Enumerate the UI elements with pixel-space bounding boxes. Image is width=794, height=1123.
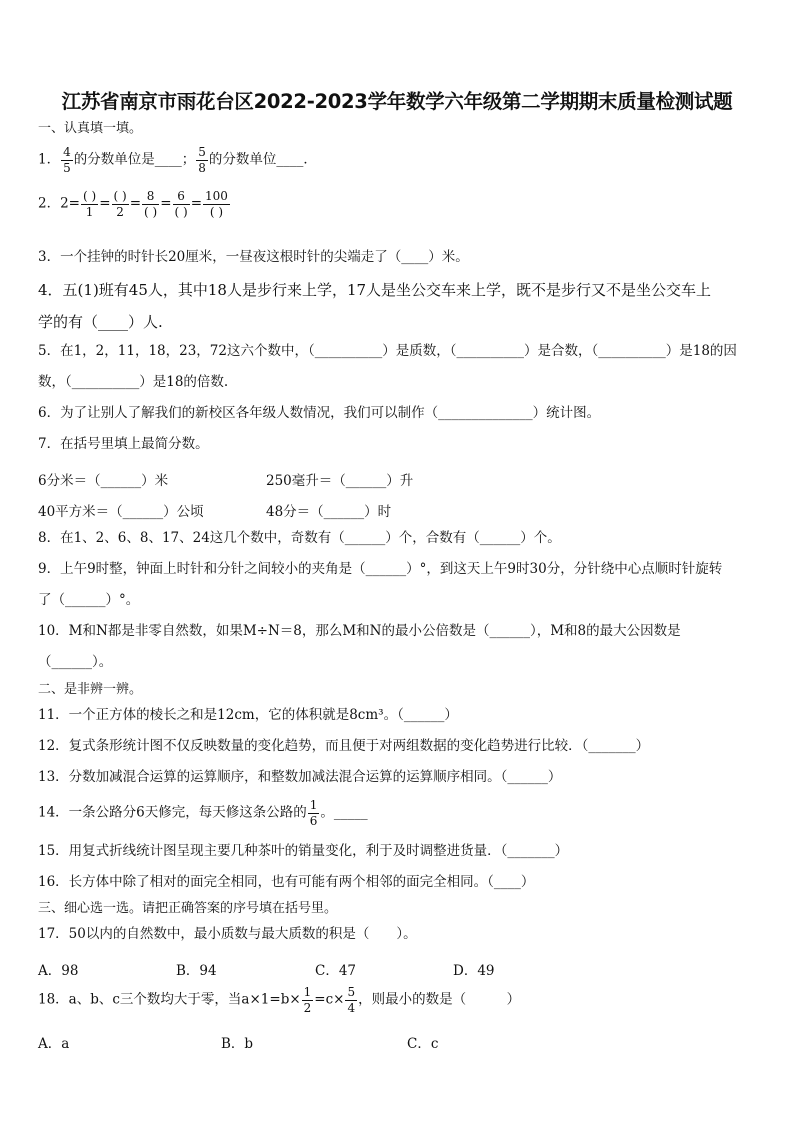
question-15: 15．用复式折线统计图呈现主要几种茶叶的销量变化，利于及时调整进货量．（_______） xyxy=(38,843,569,859)
question-text: 。_____ xyxy=(320,804,368,821)
question-text: 的分数单位是____； xyxy=(73,151,196,168)
numerator: 8 xyxy=(142,190,159,205)
denominator: 8 xyxy=(198,160,206,175)
question-13: 13．分数加减混合运算的运算顺序，和整数加减法混合运算的运算顺序相同。（______） xyxy=(38,769,562,785)
question-12: 12．复式条形统计图不仅反映数量的变化趋势，而且便于对两组数据的变化趋势进行比较．（_______） xyxy=(38,738,650,754)
q17-option-b: B．94 xyxy=(176,963,217,979)
fraction xyxy=(61,146,73,174)
fraction xyxy=(203,190,230,218)
q18-option-a: A．a xyxy=(38,1036,70,1052)
q7-item-4: 48分＝（______）时 xyxy=(266,504,392,520)
section-heading-3: 三、细心选一选。请把正确答案的序号填在括号里。 xyxy=(38,901,338,916)
q7-item-3: 40平方米＝（______）公顷 xyxy=(38,504,204,520)
equals-sign: = xyxy=(129,195,141,212)
q7-item-2: 250毫升＝（______）升 xyxy=(266,473,414,489)
numerator: 5 xyxy=(347,985,356,999)
question-9-line-1: 9．上午9时整，钟面上时针和分针之间较小的夹角是（______）°，到这天上午9时30分，分针绕中心点顺时针旋转 xyxy=(38,561,723,577)
question-10-line-1: 10．M和N都是非零自然数，如果M÷N＝8，那么M和N的最小公倍数是（______），M和8的最大公因数是 xyxy=(38,623,681,639)
question-4-line-2: 学的有（____）人. xyxy=(38,313,163,331)
numerator: 5 xyxy=(198,145,206,159)
denominator: 6 xyxy=(309,813,318,828)
equals-sign: = xyxy=(190,195,202,212)
q17-option-c: C．47 xyxy=(315,963,357,979)
question-7: 7．在括号里填上最简分数。 xyxy=(38,436,209,452)
numerator: ( ) xyxy=(83,189,97,203)
question-11: 11．一个正方体的棱长之和是12cm，它的体积就是8cm³。（______） xyxy=(38,707,458,723)
fraction xyxy=(112,190,129,218)
question-9-line-2: 了（______）°。 xyxy=(38,592,140,608)
denominator: ( ) xyxy=(174,204,188,219)
q18-option-c: C．c xyxy=(407,1036,439,1052)
denominator: ( ) xyxy=(144,204,158,219)
question-1 xyxy=(38,146,317,174)
question-text: 18．a、b、c三个数均大于零，当a×1=b× xyxy=(38,991,301,1008)
question-2 xyxy=(38,190,231,218)
section-heading-1: 一、认真填一填。 xyxy=(38,121,143,136)
denominator: 2 xyxy=(303,1000,312,1015)
section-heading-2: 二、是非辨一辨。 xyxy=(38,682,143,697)
fraction xyxy=(196,146,208,174)
q17-option-a: A．98 xyxy=(38,963,79,979)
question-10-line-2: （______）。 xyxy=(38,654,113,670)
fraction xyxy=(81,190,98,218)
question-6: 6．为了让别人了解我们的新校区各年级人数情况，我们可以制作（______________）统计图。 xyxy=(38,405,601,421)
question-5-line-1: 5．在1，2，11，18，23，72这六个数中，（__________）是质数，（__________）是合数，（__________）是18的因 xyxy=(38,343,737,359)
question-18 xyxy=(38,986,520,1014)
numerator: 100 xyxy=(205,189,228,203)
fraction xyxy=(308,799,320,827)
numerator: 4 xyxy=(63,145,71,159)
numerator: 1 xyxy=(309,798,318,812)
page-title: 江苏省南京市雨花台区2022-2023学年数学六年级第二学期期末质量检测试题 xyxy=(61,90,733,113)
denominator: 2 xyxy=(116,204,124,219)
question-number: 1． xyxy=(38,151,61,168)
q7-item-1: 6分米＝（______）米 xyxy=(38,473,169,489)
question-number: 2． xyxy=(38,195,61,212)
question-14 xyxy=(38,799,368,827)
question-16: 16．长方体中除了相对的面完全相同，也有可能有两个相邻的面完全相同。（____） xyxy=(38,874,535,890)
equals-sign: = xyxy=(99,195,111,212)
question-4-line-1: 4．五(1)班有45人，其中18人是步行来上学，17人是坐公交车来上学，既不是步行又不是坐公交车上 xyxy=(38,281,712,299)
fraction xyxy=(142,190,159,218)
denominator: 4 xyxy=(347,1000,356,1015)
fraction xyxy=(302,986,314,1014)
question-text: =c× xyxy=(314,991,345,1008)
numerator: 1 xyxy=(303,985,312,999)
numerator: ( ) xyxy=(113,189,127,203)
question-5-line-2: 数，（__________）是18的倍数. xyxy=(38,374,229,390)
q17-option-d: D．49 xyxy=(453,963,495,979)
question-8: 8．在1、2、6、8、17、24这几个数中，奇数有（______）个，合数有（______）个。 xyxy=(38,530,561,546)
question-3: 3．一个挂钟的时针长20厘米，一昼夜这根时针的尖端走了（____）米。 xyxy=(38,249,469,265)
question-text: 的分数单位____． xyxy=(208,151,317,168)
fraction xyxy=(345,986,357,1014)
question-text: ，则最小的数是（ ） xyxy=(358,991,521,1008)
denominator: ( ) xyxy=(209,204,224,219)
denominator: 5 xyxy=(63,160,71,175)
question-17: 17．50以内的自然数中，最小质数与最大质数的积是（ ）。 xyxy=(38,926,417,942)
equals-sign: = xyxy=(160,195,172,212)
numerator: 6 xyxy=(173,190,190,205)
fraction xyxy=(173,190,190,218)
question-text: 2= xyxy=(60,195,80,212)
denominator: 1 xyxy=(85,204,94,219)
question-text: 14．一条公路分6天修完，每天修这条公路的 xyxy=(38,804,307,821)
q18-option-b: B．b xyxy=(221,1036,254,1052)
